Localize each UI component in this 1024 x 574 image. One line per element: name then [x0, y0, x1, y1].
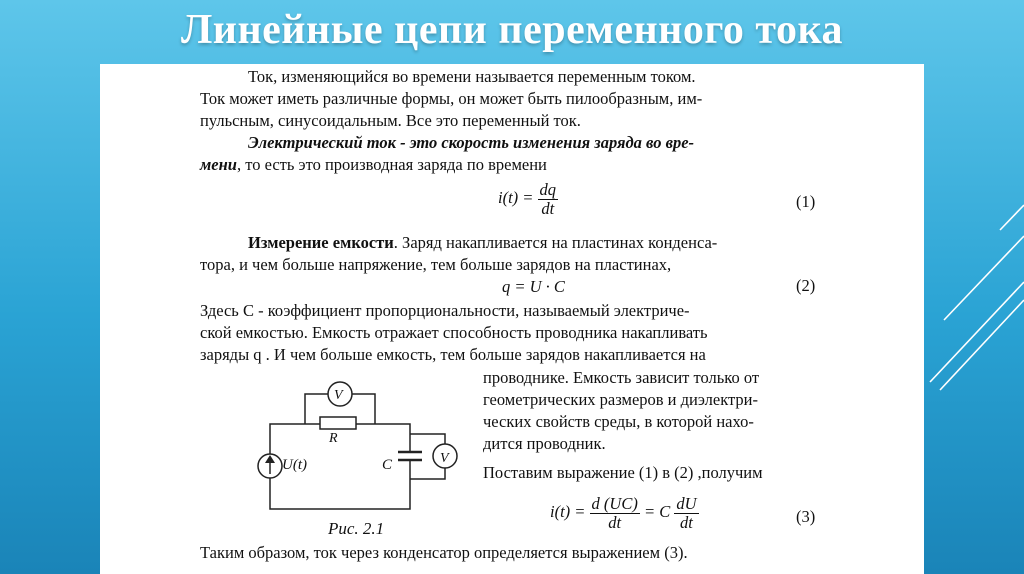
- eq1-number: (1): [796, 192, 816, 211]
- eq3-mid: = C: [643, 502, 671, 521]
- eq3-fraction1: [590, 495, 640, 532]
- p3-bold: Измерение емкости: [248, 233, 394, 252]
- p3-rest: . Заряд накапливается на пластинах конденса-: [393, 233, 718, 252]
- equation-1: [498, 178, 558, 218]
- p3-line2: тора, и чем больше напряжение, тем больше зарядов на пластинах,: [200, 255, 672, 274]
- p3-line1: [248, 232, 717, 254]
- eq1-den: dt: [541, 198, 555, 218]
- eq3-den2: dt: [680, 512, 693, 532]
- eq2-number: (2): [796, 276, 816, 295]
- slide-title: Линейные цепи переменного тока: [180, 7, 844, 53]
- figure-caption: Рис. 2.1: [328, 519, 385, 538]
- source-label: U(t): [282, 457, 307, 473]
- eq3-den1: dt: [608, 512, 622, 532]
- eq3-fraction2: [674, 495, 698, 532]
- equation-3: [550, 492, 699, 532]
- p5-line1: проводнике. Емкость зависит только от: [483, 368, 760, 387]
- p2-line2: [200, 154, 547, 176]
- p5-line2: геометрических размеров и диэлектри-: [483, 390, 758, 409]
- p6: Поставим выражение (1) в (2) ,получим: [483, 463, 763, 482]
- circuit-diagram: [250, 374, 490, 524]
- eq1-num: dq: [539, 179, 557, 199]
- p5-line4: дится проводник.: [483, 434, 606, 453]
- p2-bold2: мени: [200, 155, 237, 174]
- p2-bold: Электрический ток - это скорость изменения заряда во вре-: [248, 133, 695, 152]
- capacitor-label: C: [382, 457, 393, 473]
- p1-line2: Ток может иметь различные формы, он может быть пилообразным, им-: [200, 89, 703, 108]
- document-panel: [100, 64, 924, 574]
- eq3-num2: dU: [676, 493, 697, 513]
- voltmeter-label: V: [334, 388, 343, 403]
- p5-line3: ческих свойств среды, в которой нахо-: [483, 412, 754, 431]
- p2-rest: , то есть это производная заряда по времени: [236, 155, 547, 174]
- resistor-label: R: [329, 431, 338, 446]
- equation-2: q = U · C: [502, 277, 565, 296]
- voltmeter2-label: V: [440, 451, 449, 466]
- p4-line1: Здесь C - коэффициент пропорциональности, называемый электриче-: [200, 301, 690, 320]
- eq1-fraction: [538, 181, 559, 218]
- p1-line3: пульсным, синусоидальным. Все это переменный ток.: [200, 111, 581, 130]
- eq3-number: (3): [796, 507, 816, 526]
- p4-line3: заряды q . И чем больше емкость, тем больше зарядов накапливается на: [200, 345, 706, 364]
- p1-line1: Ток, изменяющийся во времени называется переменным током.: [248, 67, 696, 86]
- eq3-lhs: i(t) =: [550, 502, 586, 521]
- p4-line2: ской емкостью. Емкость отражает способность проводника накапливать: [200, 323, 708, 342]
- eq3-num1: d (UC): [591, 493, 638, 513]
- eq1-lhs: i(t) =: [498, 188, 534, 207]
- p7: Таким образом, ток через конденсатор определяется выражением (3).: [200, 543, 688, 562]
